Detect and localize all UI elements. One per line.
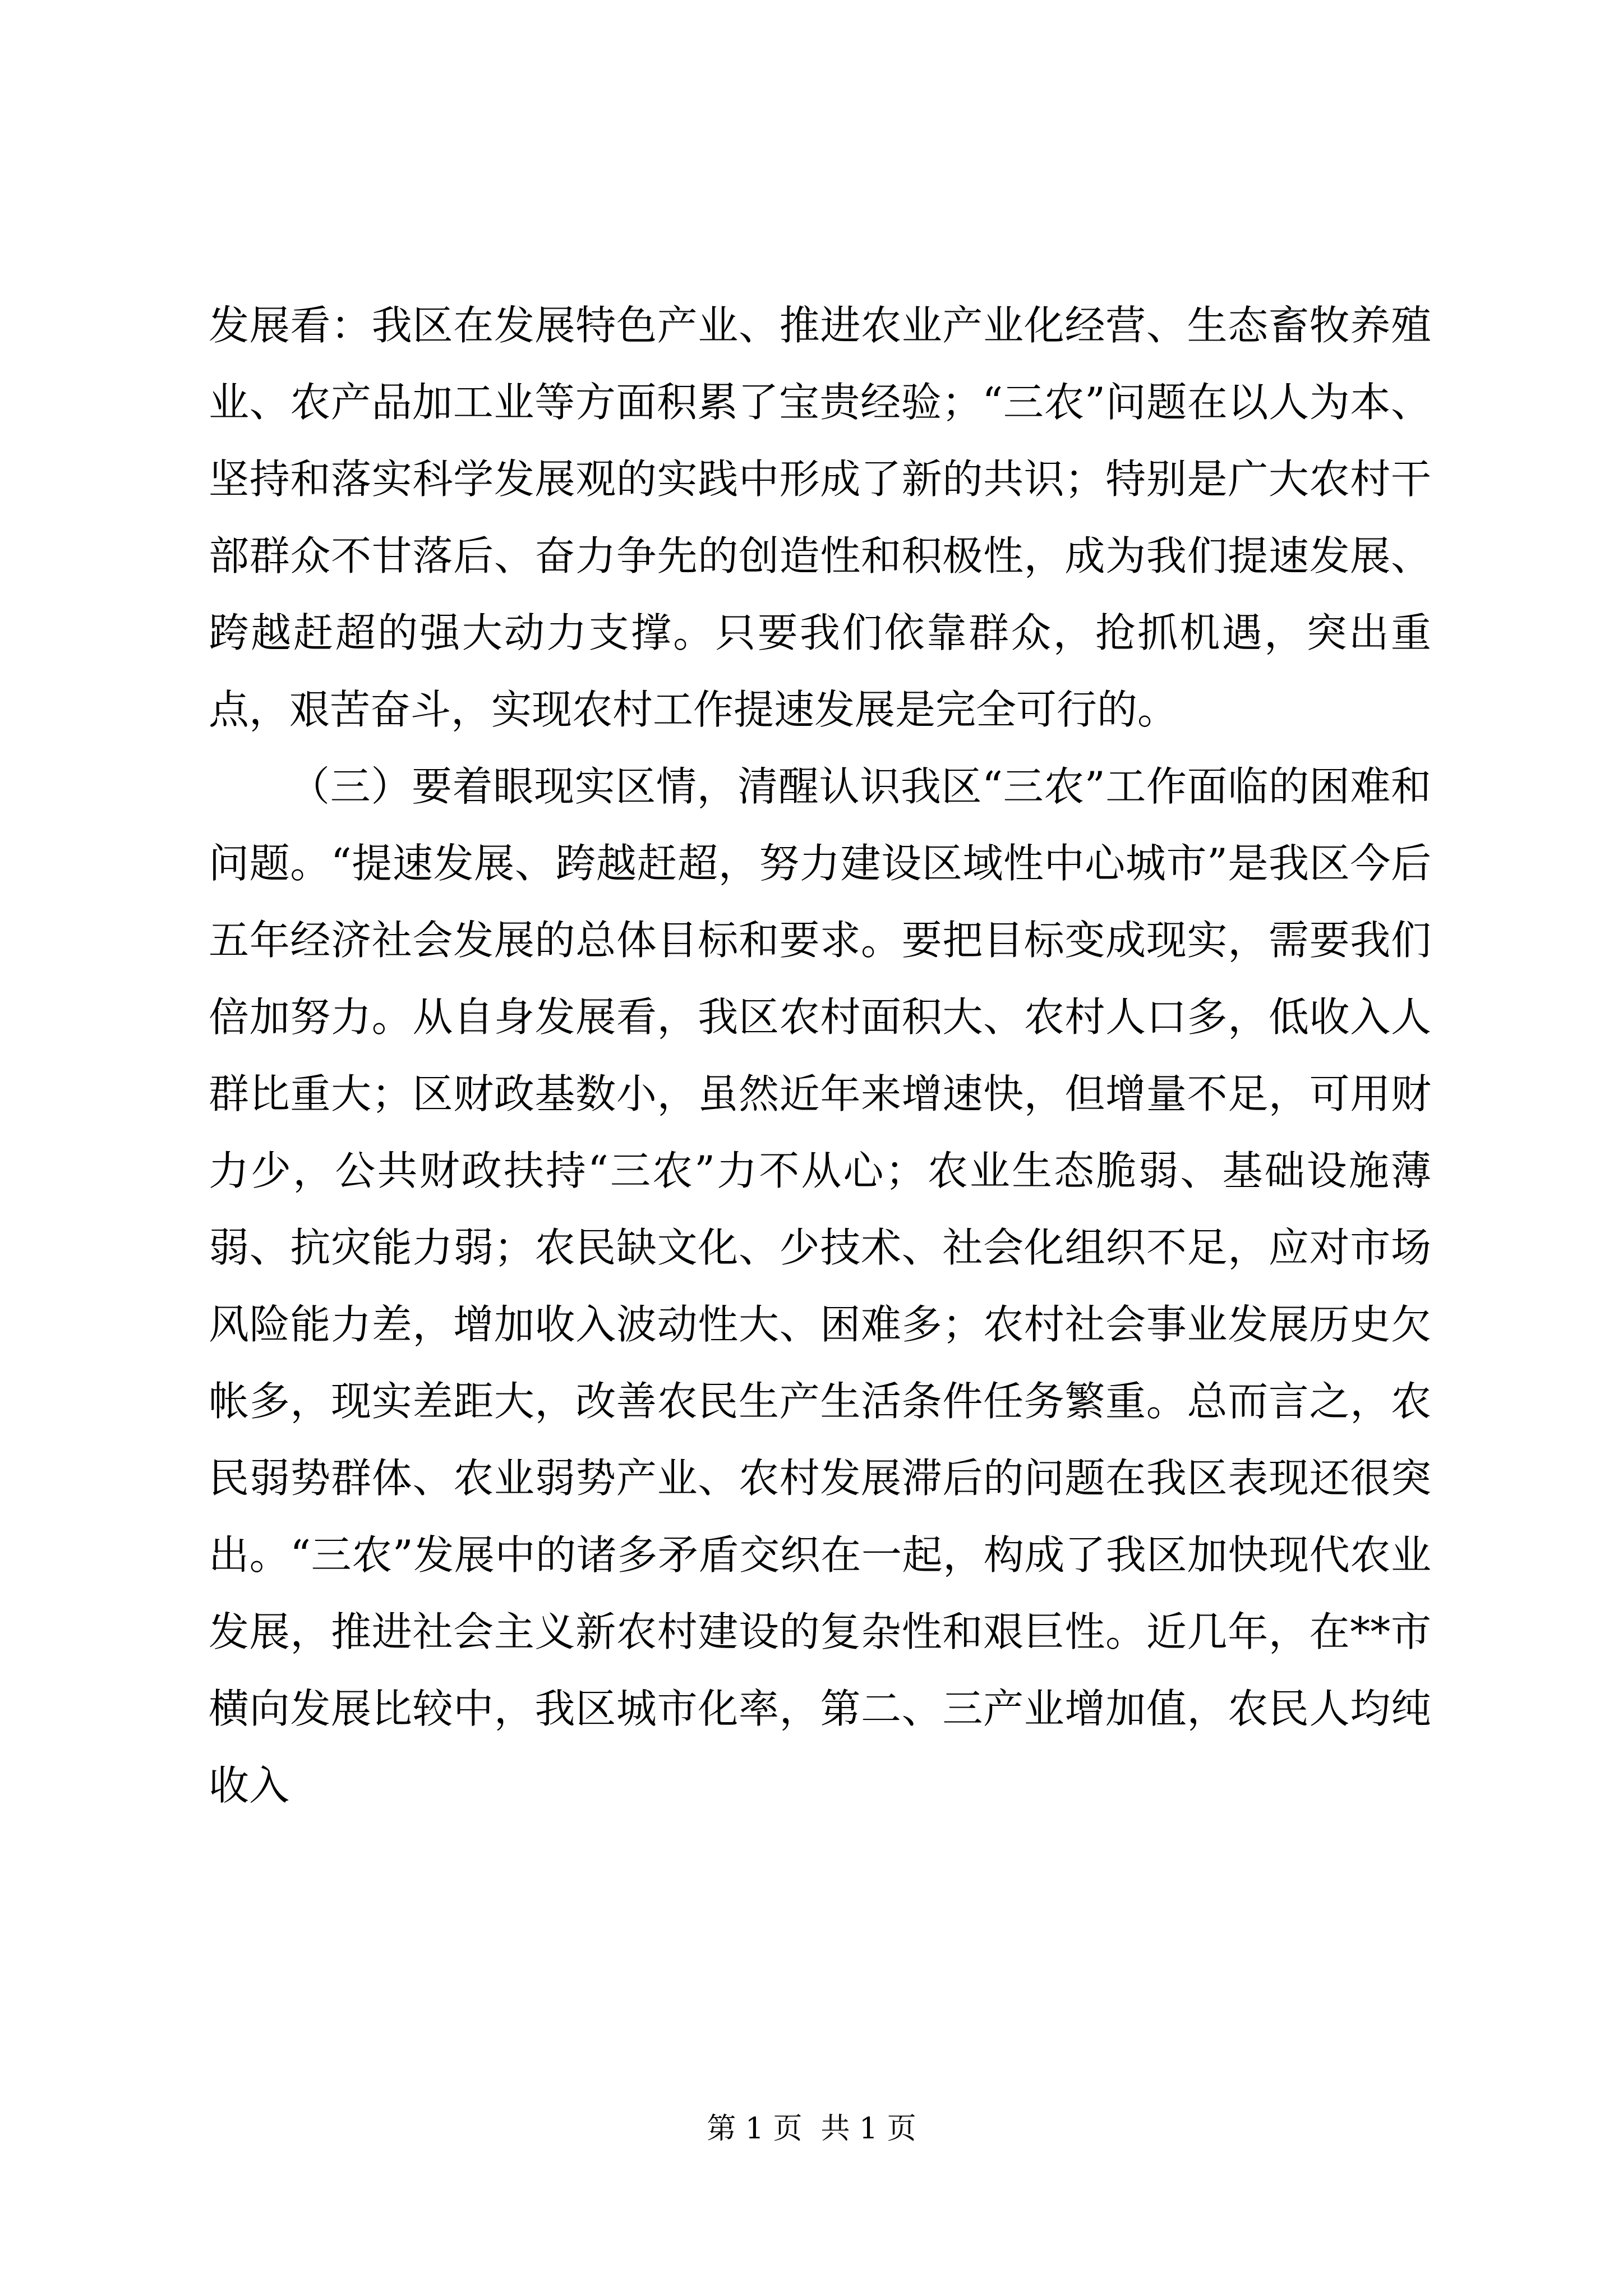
page-footer: 第 1 页 共 1 页 xyxy=(707,2112,916,2146)
body-paragraph-2: （三）要着眼现实区情，清醒认识我区“三农”工作面临的困难和问题。“提速发展、跨越赶超，努力建设区域性中心城市”是我区今后五年经济社会发展的总体目标和要求。要把目标变成现实，需要我们倍加努力。从自身发展看，我区农村面积大、农村人口多，低收入人群比重大；区财政基数小，虽然近年来增速快，但增量不足，可用财力少，公共财政扶持“三农”力不从心；农业生态脆弱、基础设施薄弱、抗灾能力弱；农民缺文化、少技术、社会化组织不足，应对市场风险能力差，增加收入波动性大、困难多；农村社会事业发展历史欠帐多，现实差距大，改善农民生产生活条件任务繁重。总而言之，农民弱势群体、农业弱势产业、农村发展滞后的问题在我区表现还很突出。“三农”发展中的诸多矛盾交织在一起，构成了我区加快现代农业发展，推进社会主义新农村建设的复杂性和艰巨性。近几年，在**市横向发展比较中，我区城市化率，第二、三产业增加值，农民人均纯收入 xyxy=(209,763,1431,1809)
body-paragraph-1: 发展看：我区在发展特色产业、推进农业产业化经营、生态畜牧养殖业、农产品加工业等方面积累了宝贵经验；“三农”问题在以人为本、坚持和落实科学发展观的实践中形成了新的共识；特别是广大农村干部群众不甘落后、奋力争先的创造性和积极性，成为我们提速发展、跨越赶超的强大动力支撑。只要我们依靠群众，抢抓机遇，突出重点，艰苦奋斗，实现农村工作提速发展是完全可行的。 xyxy=(209,302,1431,733)
document-body xyxy=(209,287,1431,1824)
